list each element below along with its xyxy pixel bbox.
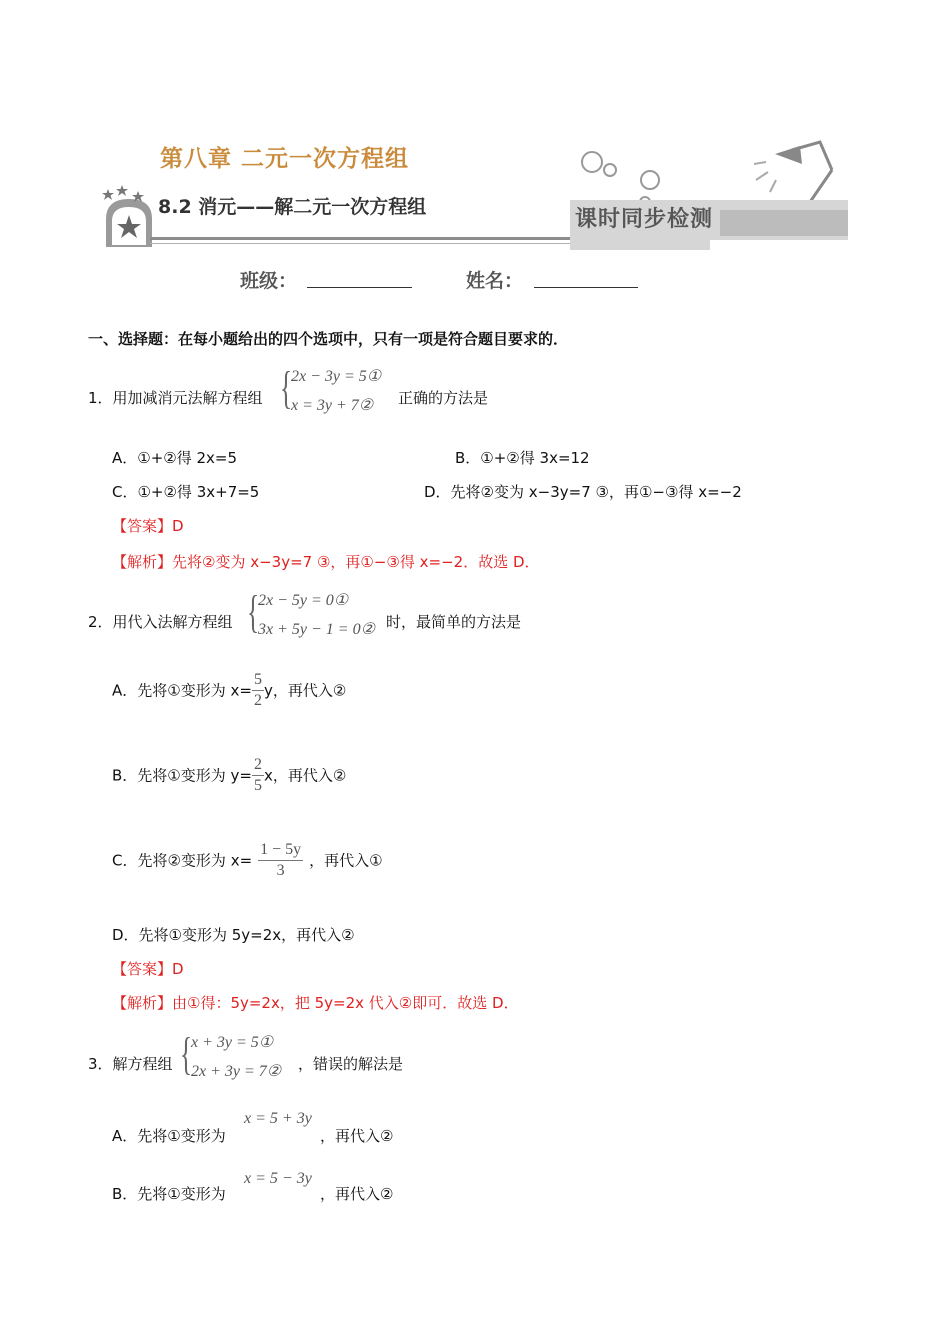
fraction-numerator: 5 (252, 670, 264, 691)
q3-option-a-pre: A．先将①变形为 (112, 1127, 226, 1145)
q2-stem-suffix: 时，最简单的方法是 (386, 613, 522, 631)
q3-option-a-expr: x = 5 + 3y (244, 1110, 312, 1127)
fraction-denominator: 3 (276, 862, 285, 879)
q2-answer: 【答案】D (112, 960, 184, 978)
fraction-numerator: 2 (252, 755, 264, 776)
q1-eq2: x = 3y + 7② (291, 397, 374, 414)
q3-option-a-post: ，再代入② (320, 1127, 394, 1145)
q2-option-b-fraction (252, 755, 264, 796)
q1-stem-suffix: 正确的方法是 (398, 389, 489, 407)
q2-option-c-pre: C．先将②变形为 x= (112, 851, 253, 870)
sync-test-badge: 课时同步检测 (575, 207, 714, 232)
q3-option-b-pre: B．先将①变形为 (112, 1185, 226, 1203)
q2-option-a-post: y，再代入② (263, 681, 347, 700)
q2-option-b[interactable] (112, 755, 346, 796)
q3-eq2: 2x + 3y = 7② (191, 1063, 282, 1080)
q1-option-d[interactable]: D．先将②变为 x−3y=7 ③，再①−③得 x=−2 (424, 483, 742, 501)
lamp-decoration-icon (570, 140, 850, 250)
q2-option-a-fraction (252, 670, 264, 711)
q2-eq1: 2x − 5y = 0① (258, 592, 349, 609)
name-label: 姓名： (466, 270, 524, 292)
class-label: 班级： (240, 270, 298, 292)
q2-option-c-fraction (252, 840, 309, 881)
q2-option-c-post: ，再代入① (309, 851, 383, 870)
q2-option-d[interactable]: D．先将①变形为 5y=2x，再代入② (112, 926, 355, 944)
name-field[interactable] (534, 287, 638, 288)
q1-eq1: 2x − 3y = 5① (291, 368, 382, 385)
q2-analysis: 【解析】由①得：5y=2x，把 5y=2x 代入②即可．故选 D． (112, 994, 519, 1012)
fraction-denominator: 5 (253, 777, 262, 794)
q1-option-a[interactable]: A．①+②得 2x=5 (112, 449, 238, 467)
q2-option-a[interactable] (112, 670, 346, 711)
q1-analysis: 【解析】先将②变为 x−3y=7 ③，再①−③得 x=−2．故选 D． (112, 553, 540, 571)
q1-stem: 1．用加减消元法解方程组 (88, 389, 263, 407)
q1-option-b[interactable]: B．①+②得 3x=12 (455, 449, 590, 467)
q2-option-a-pre: A．先将①变形为 x= (112, 681, 252, 700)
q2-option-b-pre: B．先将①变形为 y= (112, 766, 252, 785)
chapter-title: 第八章 二元一次方程组 (160, 146, 410, 172)
q3-option-b-expr: x = 5 − 3y (244, 1170, 312, 1187)
q2-stem: 2．用代入法解方程组 (88, 613, 233, 631)
q1-option-c[interactable]: C．①+②得 3x+7=5 (112, 483, 260, 501)
header-banner (100, 130, 850, 265)
section-title: 8.2 消元——解二元一次方程组 (158, 196, 427, 218)
q3-eq1: x + 3y = 5① (191, 1034, 274, 1051)
q2-option-b-post: x，再代入② (263, 766, 347, 785)
q3-option-a[interactable] (112, 1126, 226, 1146)
class-field[interactable] (307, 287, 412, 288)
q1-answer: 【答案】D (112, 517, 184, 535)
q3-brace: { (180, 1028, 193, 1079)
q2-option-c[interactable] (112, 840, 383, 881)
fraction-numerator: 1 − 5y (258, 840, 303, 861)
q2-eq2: 3x + 5y − 1 = 0② (258, 621, 375, 638)
q3-option-b-post: ，再代入② (320, 1185, 394, 1203)
q3-option-b[interactable] (112, 1184, 226, 1204)
q3-stem: 3．解方程组 (88, 1055, 173, 1073)
section-heading: 一、选择题：在每小题给出的四个选项中，只有一项是符合题目要求的． (88, 330, 569, 348)
fraction-denominator: 2 (253, 692, 262, 709)
q2-brace: { (247, 586, 260, 637)
q1-brace: { (280, 362, 293, 413)
q3-stem-suffix: ，错误的解法是 (298, 1055, 404, 1073)
